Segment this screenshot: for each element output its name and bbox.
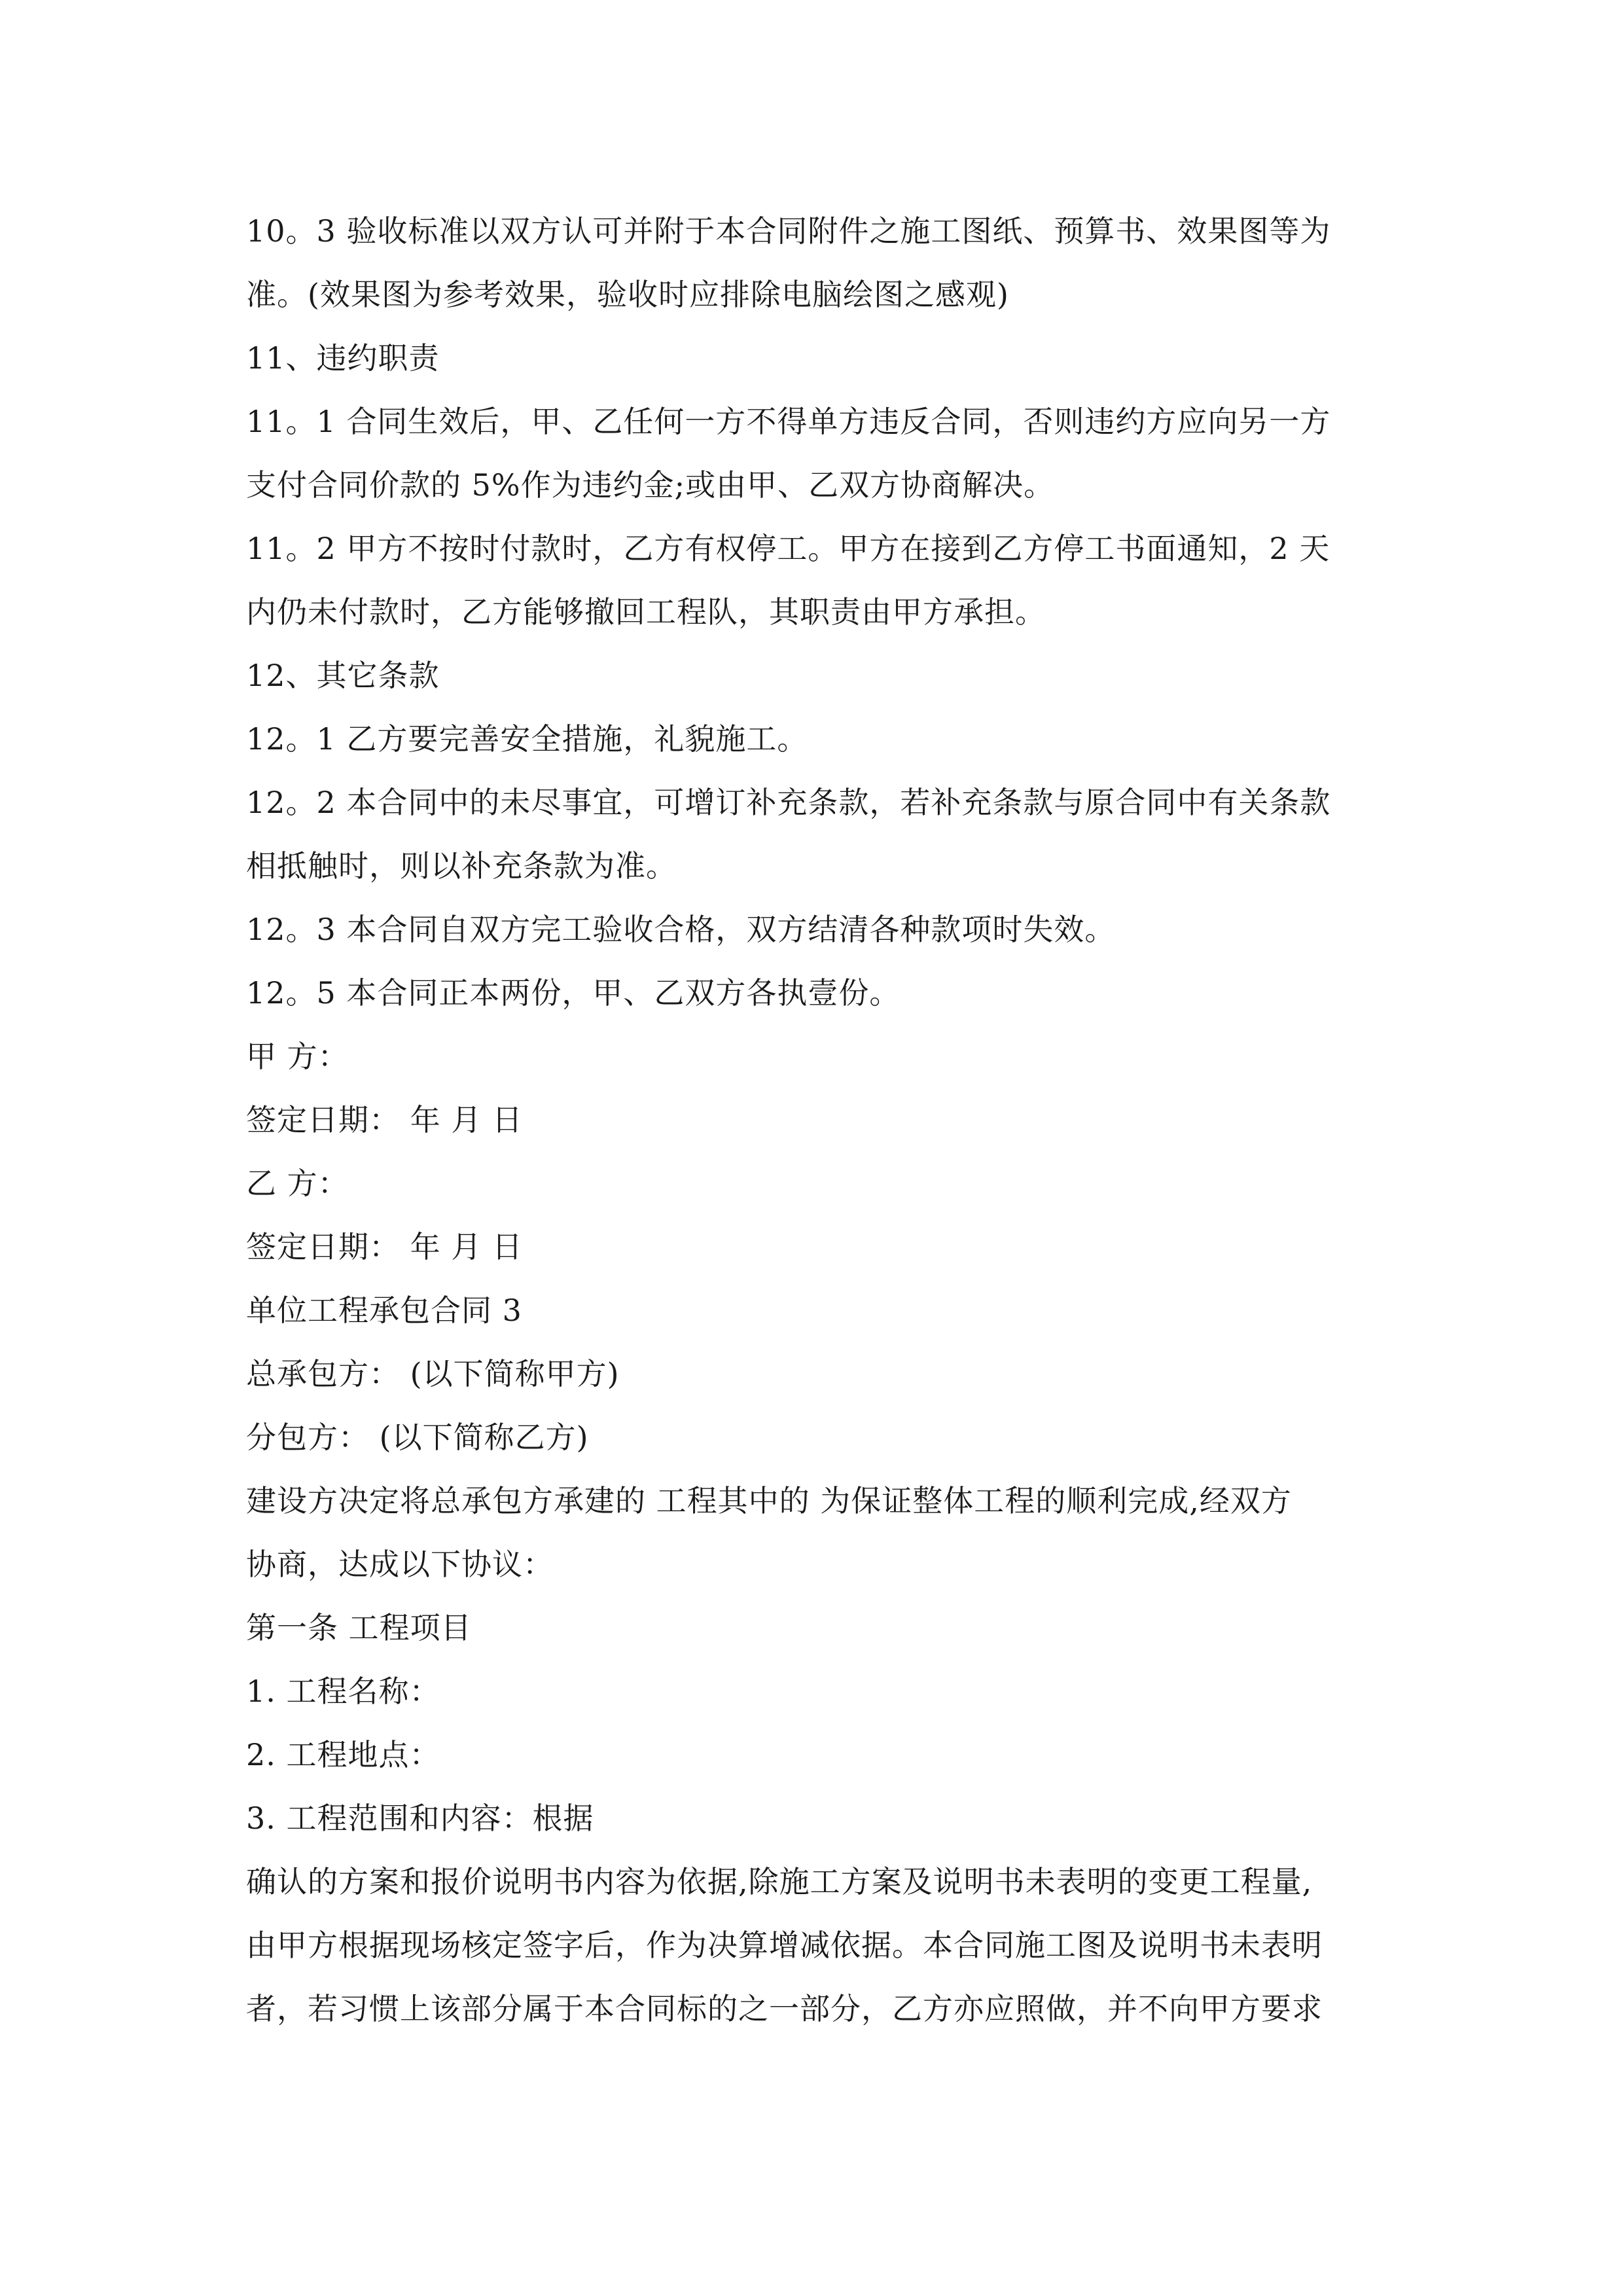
scope-detail-line-3: 者，若习惯上该部分属于本合同标的之一部分，乙方亦应照做，并不向甲方要求 [246, 1991, 1323, 2026]
clause-10-3-line-1: 10。3 验收标准以双方认可并附于本合同附件之施工图纸、预算书、效果图等为 [246, 213, 1331, 249]
scope-detail-line-2: 由甲方根据现场核定签字后，作为决算增减依据。本合同施工图及说明书未表明 [246, 1928, 1323, 1963]
subcontractor-line: 分包方： (以下简称乙方) [246, 1420, 589, 1455]
clause-12-2-line-1: 12。2 本合同中的未尽事宜，可增订补充条款，若补充条款与原合同中有关条款 [246, 785, 1331, 820]
clause-10-3-line-2: 准。(效果图为参考效果，验收时应排除电脑绘图之感观) [246, 277, 1009, 312]
section-11-heading: 11、违约职责 [246, 340, 440, 376]
clause-11-2-line-2: 内仍未付款时，乙方能够撤回工程队，其职责由甲方承担。 [246, 594, 1046, 630]
clause-11-1-line-1: 11。1 合同生效后，甲、乙任何一方不得单方违反合同，否则违约方应向另一方 [246, 404, 1331, 439]
preamble-line-2: 协商，达成以下协议： [246, 1547, 554, 1582]
clause-12-3: 12。3 本合同自双方完工验收合格，双方结清各种款项时失效。 [246, 912, 1116, 947]
article-1-heading: 第一条 工程项目 [246, 1610, 472, 1645]
clause-12-1: 12。1 乙方要完善安全措施，礼貌施工。 [246, 721, 808, 757]
project-scope-line: 3. 工程范围和内容：根据 [246, 1801, 594, 1836]
scope-detail-line-1: 确认的方案和报价说明书内容为依据,除施工方案及说明书未表明的变更工程量, [246, 1864, 1313, 1899]
document-body [246, 200, 1398, 2041]
section-12-heading: 12、其它条款 [246, 658, 440, 693]
clause-12-5: 12。5 本合同正本两份，甲、乙双方各执壹份。 [246, 975, 901, 1011]
contract-3-title: 单位工程承包合同 3 [246, 1293, 522, 1328]
party-a-label: 甲 方： [246, 1039, 349, 1074]
preamble-line-1: 建设方决定将总承包方承建的 工程其中的 为保证整体工程的顺利完成,经双方 [246, 1483, 1292, 1518]
project-name-line: 1. 工程名称： [246, 1674, 440, 1709]
party-a-sign-date: 签定日期： 年 月 日 [246, 1102, 523, 1138]
clause-12-2-line-2: 相抵触时，则以补充条款为准。 [246, 848, 677, 884]
clause-11-1-line-2: 支付合同价款的 5%作为违约金;或由甲、乙双方协商解决。 [246, 467, 1055, 503]
party-b-sign-date: 签定日期： 年 月 日 [246, 1229, 523, 1265]
project-location-line: 2. 工程地点： [246, 1737, 440, 1772]
clause-11-2-line-1: 11。2 甲方不按时付款时，乙方有权停工。甲方在接到乙方停工书面通知，2 天 [246, 531, 1330, 566]
party-b-label: 乙 方： [246, 1166, 349, 1201]
general-contractor-line: 总承包方： (以下简称甲方) [246, 1356, 620, 1391]
